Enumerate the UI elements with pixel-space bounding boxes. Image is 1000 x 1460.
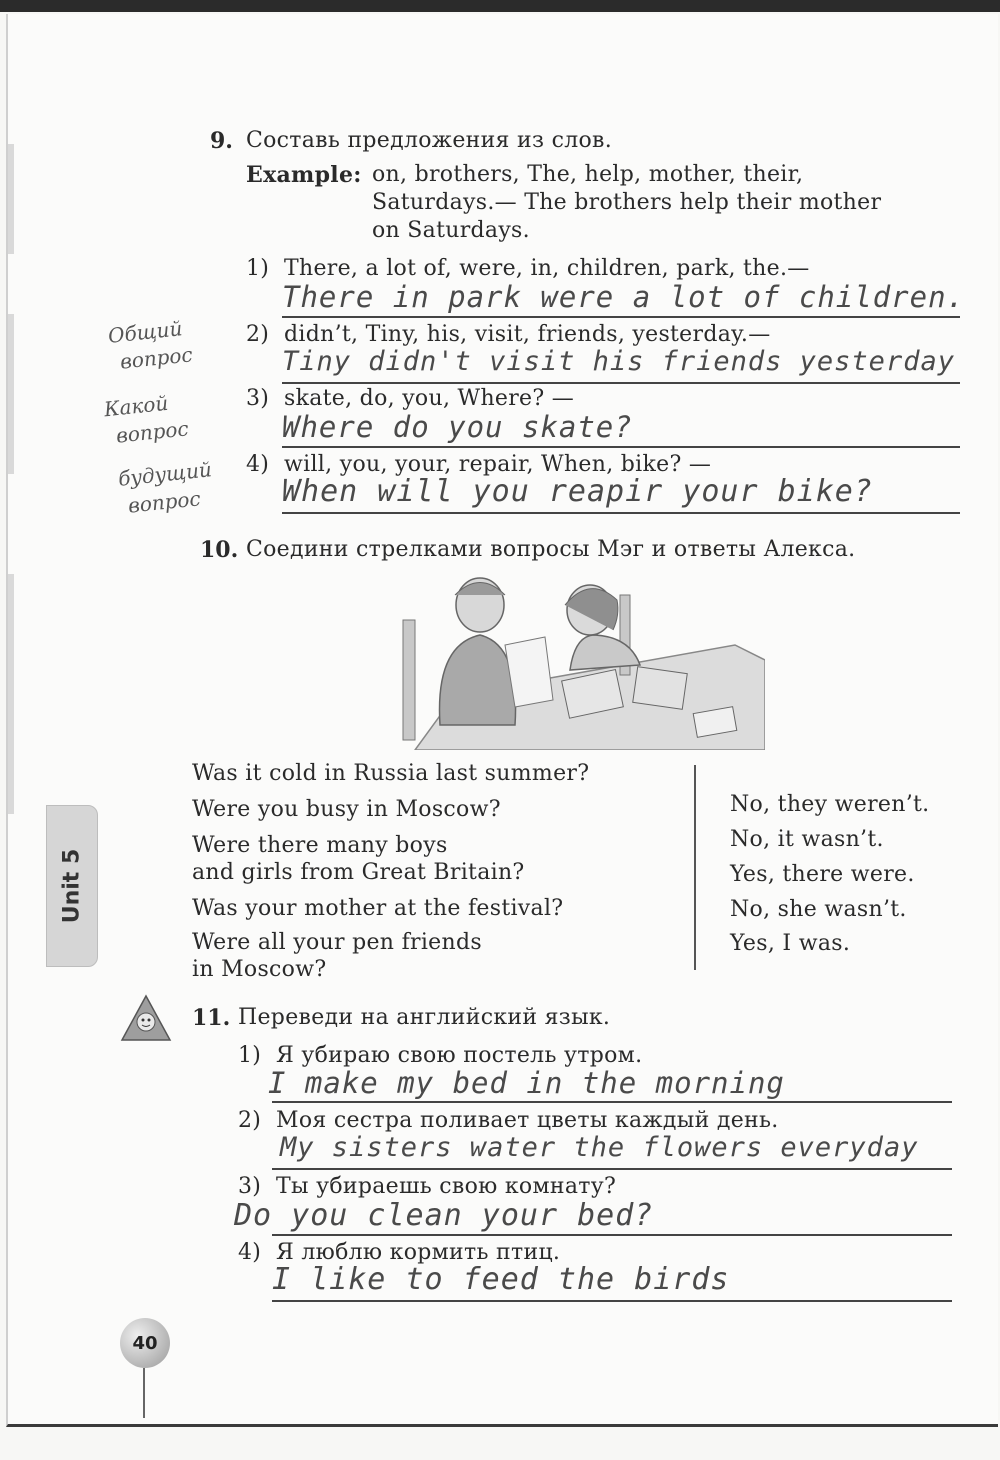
ex9-item-number: 3) — [246, 386, 270, 411]
ex11-item-number: 4) — [238, 1240, 262, 1265]
ex11-item-answer: I like to feed the birds — [272, 1262, 730, 1297]
ex9-item-number: 2) — [246, 322, 270, 347]
ex9-item-number: 4) — [246, 452, 270, 477]
ex10-question: Were all your pen friends — [192, 930, 482, 955]
ex10-question: and girls from Great Britain? — [192, 860, 525, 885]
answer-line — [282, 512, 960, 514]
ex9-item-prompt: skate, do, you, Where? — — [284, 386, 575, 411]
ex11-item-number: 1) — [238, 1043, 262, 1068]
ex10-answer: No, they weren’t. — [730, 792, 930, 817]
star-mascot-icon — [118, 994, 174, 1044]
ex11-item-prompt: Моя сестра поливает цветы каждый день. — [276, 1108, 779, 1133]
ex11-item-prompt: Ты убираешь свою комнату? — [276, 1174, 617, 1199]
ex9-item-prompt: will, you, your, repair, When, bike? — — [284, 452, 712, 477]
ex9-item-prompt: didn’t, Tiny, his, visit, friends, yesterday.— — [284, 322, 771, 347]
ex9-item-answer: Where do you skate? — [282, 410, 633, 444]
scan-border — [0, 0, 1000, 12]
answer-line — [272, 1101, 952, 1103]
ex11-instruction: Переведи на английский язык. — [238, 1005, 611, 1030]
ex11-item-number: 2) — [238, 1108, 262, 1133]
ex9-item-prompt: There, a lot of, were, in, children, park, the.— — [284, 256, 810, 281]
ex11-item-answer: I make my bed in the morning — [268, 1066, 785, 1100]
ex9-item-answer: Tiny didn't visit his friends yesterday — [282, 346, 955, 377]
ex9-example-line: on, brothers, The, help, mother, their, — [372, 162, 804, 187]
margin-note: вопрос — [126, 486, 202, 518]
margin-note: вопрос — [114, 416, 190, 448]
ex11-item-prompt: Я убираю свою постель утром. — [276, 1043, 643, 1068]
margin-note: будущий — [117, 457, 213, 491]
ex10-question: Were there many boys — [192, 833, 448, 858]
ex10-instruction: Соедини стрелками вопросы Мэг и ответы Алекса. — [246, 537, 856, 562]
ex9-example-label: Example: — [246, 162, 362, 188]
ex10-answer: No, she wasn’t. — [730, 897, 907, 922]
ex9-item-answer: When will you reapir your bike? — [282, 474, 873, 509]
answer-line — [282, 382, 960, 384]
ex10-question: Was it cold in Russia last summer? — [192, 761, 590, 786]
ex10-question: Was your mother at the festival? — [192, 896, 564, 921]
ex10-answer: Yes, I was. — [730, 931, 851, 956]
ex10-question: in Moscow? — [192, 957, 327, 982]
children-illustration — [395, 575, 765, 750]
ex9-example-line: Saturdays.— The brothers help their mother — [372, 190, 882, 215]
column-divider — [694, 765, 696, 970]
ex9-item-number: 1) — [246, 256, 270, 281]
ex11-item-prompt: Я люблю кормить птиц. — [276, 1240, 561, 1265]
page-number: 40 — [132, 1332, 158, 1354]
unit-tab — [46, 805, 98, 967]
ex11-item-answer: Do you clean your bed? — [234, 1198, 654, 1233]
ex10-answer: Yes, there were. — [730, 862, 915, 887]
ex9-example-line: on Saturdays. — [372, 218, 530, 243]
answer-line — [282, 446, 960, 448]
answer-line — [272, 1300, 952, 1302]
page-number-balloon — [120, 1318, 170, 1368]
ex9-item-answer: There in park were a lot of children. — [282, 280, 966, 314]
ex11-number: 11. — [192, 1005, 231, 1031]
ex9-instruction: Составь предложения из слов. — [246, 128, 613, 153]
ex10-number: 10. — [200, 537, 239, 563]
ex9-number: 9. — [210, 128, 233, 154]
margin-note: вопрос — [118, 342, 194, 374]
answer-line — [272, 1234, 952, 1236]
margin-note: Какой — [102, 390, 170, 422]
answer-line — [272, 1168, 952, 1170]
ex11-item-answer: My sisters water the flowers everyday — [280, 1132, 919, 1163]
ex10-answer: No, it wasn’t. — [730, 827, 884, 852]
balloon-string — [143, 1368, 145, 1418]
ex10-question: Were you busy in Moscow? — [192, 797, 501, 822]
answer-line — [282, 316, 960, 318]
ex11-item-number: 3) — [238, 1174, 262, 1199]
unit-tab-label: Unit 5 — [59, 848, 85, 924]
margin-note: Общий — [106, 316, 184, 348]
